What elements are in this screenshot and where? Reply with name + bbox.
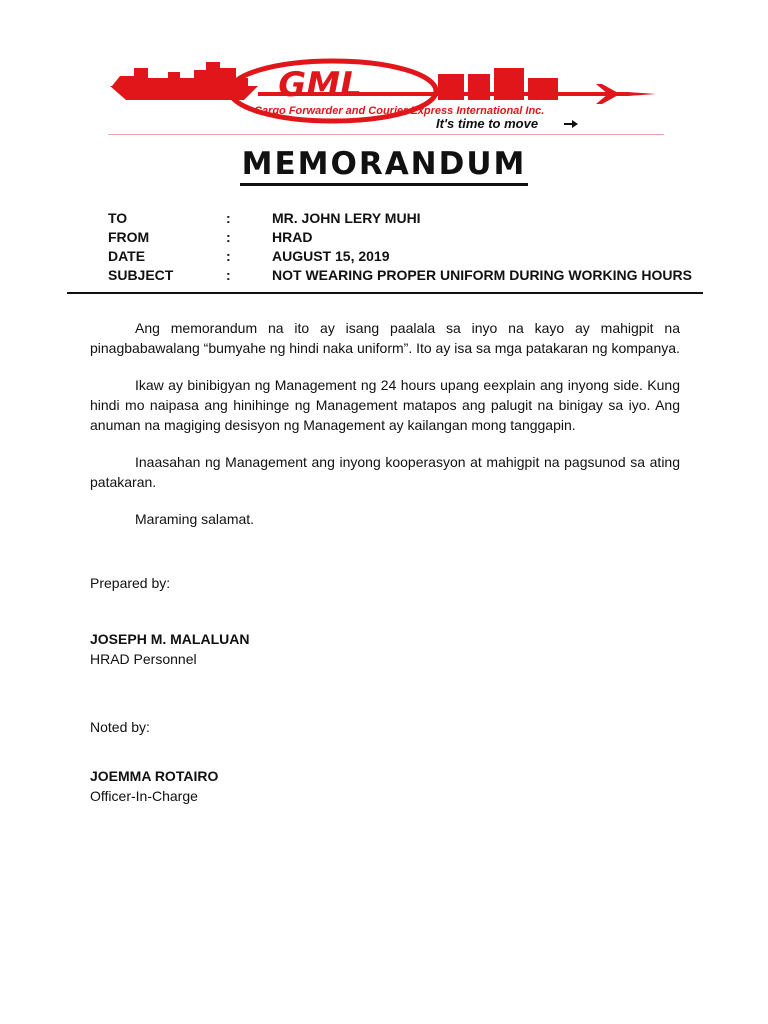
header-separator: : <box>226 210 231 226</box>
ship-icon <box>112 62 248 86</box>
header-separator: : <box>226 229 231 245</box>
header-label: DATE <box>108 248 146 264</box>
logo-company: Cargo Forwarder and Courier Express International Inc. <box>254 105 545 117</box>
memo-title-wrap <box>0 146 768 182</box>
header-value: HRAD <box>272 229 313 245</box>
header-label: TO <box>108 210 128 226</box>
noted-by-position: Officer-In-Charge <box>90 788 198 804</box>
header-value: NOT WEARING PROPER UNIFORM DURING WORKING HOURS <box>272 267 692 283</box>
noted-by-label: Noted by: <box>90 719 150 735</box>
closing-text: Maraming salamat. <box>135 511 255 527</box>
body-paragraph: Ikaw ay binibigyan ng Management ng 24 hours upang eexplain ang inyong side. Kung hindi mo naipasa ang hinihinge ng Management matapos ang palugit na binigay sa iyo. Ang anuman na magiging desisyon ng Management ay kailangan mong tanggapin. <box>90 377 680 433</box>
header-divider <box>67 292 703 294</box>
memo-body <box>90 318 680 546</box>
prepared-by-label: Prepared by: <box>90 575 171 591</box>
airplane-icon <box>578 84 656 104</box>
logo-tagline: It's time to move <box>436 116 539 131</box>
header-value: AUGUST 15, 2019 <box>272 248 390 264</box>
header-label: SUBJECT <box>108 267 174 283</box>
prepared-by-position: HRAD Personnel <box>90 651 197 667</box>
company-logo <box>108 58 664 136</box>
body-paragraph: Ang memorandum na ito ay isang paalala sa inyo na kayo ay mahigpit na pinagbabawalang “bumyahe ng hindi naka uniform”. Ito ay isa sa mga patakaran ng kompanya. <box>90 320 680 356</box>
noted-by-name: JOEMMA ROTAIRO <box>90 768 219 784</box>
header-label: FROM <box>108 229 150 245</box>
logo-brand: GML <box>278 65 362 105</box>
prepared-by-name: JOSEPH M. MALALUAN <box>90 631 250 647</box>
page-title: MEMORANDUM <box>240 146 529 186</box>
header-value: MR. JOHN LERY MUHI <box>272 210 421 226</box>
arrow-right-icon <box>564 120 578 128</box>
header-separator: : <box>226 248 231 264</box>
body-paragraph: Inaasahan ng Management ang inyong kooperasyon at mahigpit na pagsunod sa ating patakaran. <box>90 454 680 490</box>
header-separator: : <box>226 267 231 283</box>
